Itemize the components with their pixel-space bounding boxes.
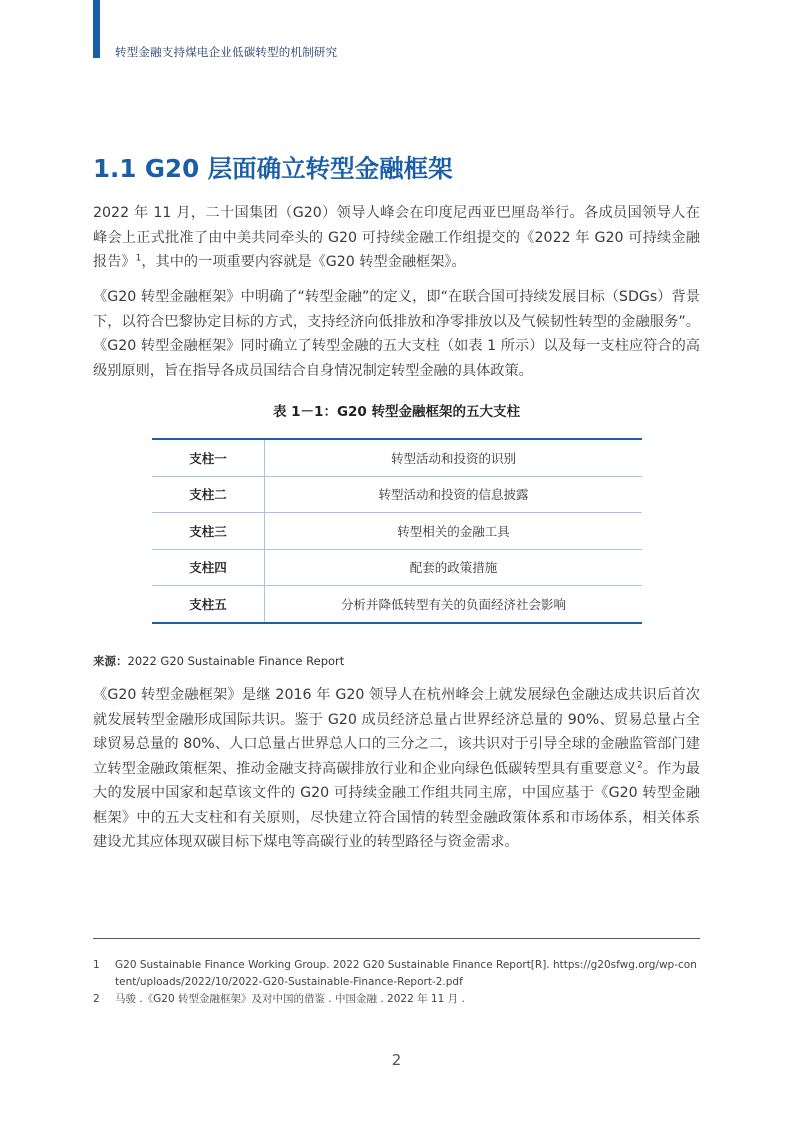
pillar-desc-cell: 转型相关的金融工具 <box>265 513 643 550</box>
table-row <box>152 586 642 623</box>
pillars-table <box>152 438 642 624</box>
table-caption: 表 1－1：G20 转型金融框架的五大支柱 <box>272 404 521 420</box>
footnote-item <box>93 991 700 1008</box>
source-text: 2022 G20 Sustainable Finance Report <box>127 654 345 668</box>
pillar-desc-cell: 转型活动和投资的识别 <box>265 439 643 476</box>
running-header-title: 转型金融支持煤电企业低碳转型的机制研究 <box>115 45 338 59</box>
table-row <box>152 439 642 476</box>
paragraph-3 <box>93 683 700 855</box>
footnotes <box>93 957 700 1008</box>
footnote-divider <box>93 938 700 939</box>
paragraph-1 <box>93 201 700 275</box>
table-row <box>152 513 642 550</box>
table-row <box>152 549 642 586</box>
pillar-name-cell: 支柱四 <box>152 549 265 586</box>
pillar-desc-cell: 转型活动和投资的信息披露 <box>265 476 643 513</box>
paragraph-2: 《G20 转型金融框架》中明确了“转型金融”的定义，即“在联合国可持续发展目标（SDGs）背景下，以符合巴黎协定目标的方式，支持经济向低排放和净零排放以及气候韧性转型的金融服务”。《G20 转型金融框架》同时确立了转型金融的五大支柱（如表 1 所示）以及每一支柱应符合的高级别原则，旨在指导各成员国结合自身情况制定转型金融的具体政策。 <box>93 289 700 379</box>
section-heading: 1.1 G20 层面确立转型金融框架 <box>93 154 453 183</box>
footnote-text: G20 Sustainable Finance Working Group. 2022 G20 Sustainable Finance Report[R]. https://g20sfwg.org/wp-content/uploads/2022/10/2022-G20-Sustainable-Finance-Report-2.pdf <box>115 959 697 988</box>
paragraph-1-text: 2022 年 11 月，二十国集团（G20）领导人峰会在印度尼西亚巴厘岛举行。各成员国领导人在峰会上正式批准了由中美共同牵头的 G20 可持续金融工作组提交的《2022 年 G20 可持续金融报告》 <box>93 205 700 270</box>
page-number: 2 <box>391 1051 402 1069</box>
paragraph-3-text: 《G20 转型金融框架》是继 2016 年 G20 领导人在杭州峰会上就发展绿色金融达成共识后首次就发展转型金融形成国际共识。鉴于 G20 成员经济总量占世界经济总量的 90%、贸易总量占全球贸易总量的 80%、人口总量占世界总人口的三分之二，该共识对于引导全球的金融监管部门建立转型金融政策框架、推动金融支持高碳排放行业和企业向绿色低碳转型具有重要意义 <box>93 687 700 777</box>
pillar-name-cell: 支柱五 <box>152 586 265 623</box>
paragraph-3-text-end: 。作为最大的发展中国家和起草该文件的 G20 可持续金融工作组共同主席，中国应基于《G20 转型金融框架》中的五大支柱和有关原则，尽快建立符合国情的转型金融政策体系和市场体系，相关体系建设尤其应体现双碳目标下煤电等高碳行业的转型路径与资金需求。 <box>93 760 700 850</box>
footnote-ref-2[interactable]: 2 <box>636 759 643 770</box>
pillar-desc-cell: 分析并降低转型有关的负面经济社会影响 <box>340 596 566 612</box>
pillar-name-cell: 支柱二 <box>152 476 265 513</box>
paragraph-1-text-end: ，其中的一项重要内容就是《G20 转型金融框架》。 <box>141 254 466 270</box>
footnote-item <box>93 957 700 991</box>
footnote-number: 2 <box>93 993 100 1005</box>
source-label: 来源： <box>93 654 128 668</box>
footnote-ref-1[interactable]: 1 <box>135 253 142 264</box>
table-row <box>152 476 642 513</box>
pillar-name-cell: 支柱一 <box>152 439 265 476</box>
footnote-text: 马骏 .《G20 转型金融框架》及对中国的借鉴 . 中国金融 . 2022 年 11 月 . <box>115 993 465 1005</box>
footnote-number: 1 <box>93 959 100 971</box>
pillar-desc-cell: 配套的政策措施 <box>265 549 643 586</box>
pillar-name-cell: 支柱三 <box>152 513 265 550</box>
header-accent-bar <box>93 0 100 58</box>
table-source-note <box>93 653 344 669</box>
